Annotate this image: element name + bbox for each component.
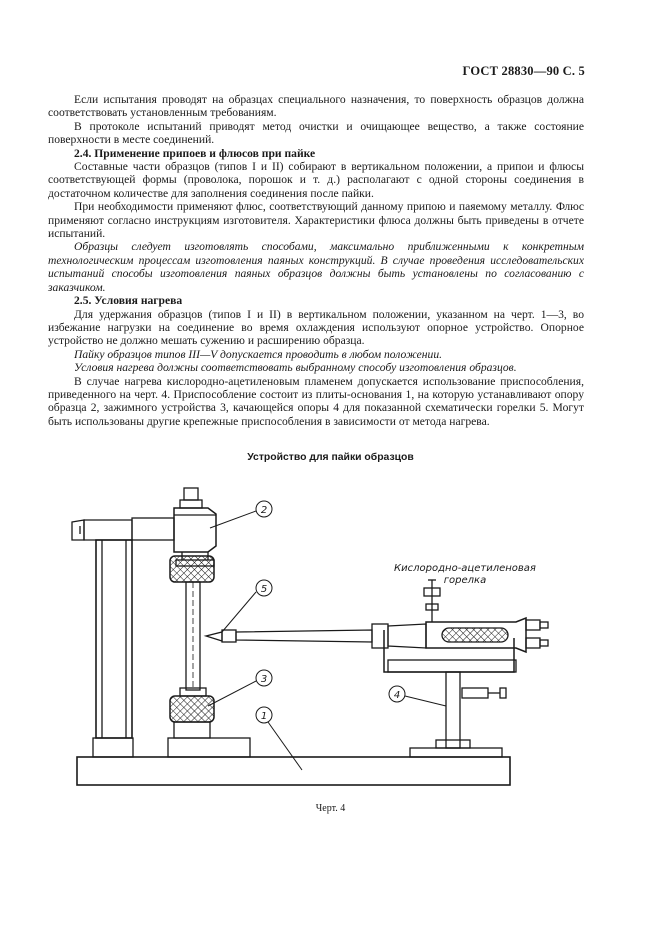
italic-note: Образцы следует изготовлять способами, максимально приближенными к конкретным технологическим процессам изготовления паяных конструкций. В случае проведения исследовательских испытаний способы изготовления паяных образцов должны быть установлены по согласованию с заказчиком. (48, 240, 584, 294)
left-column (72, 520, 132, 738)
italic-note: Условия нагрева должны соответствовать выбранному способу изготовления образцов. (74, 361, 517, 375)
burner-label-line2: горелка (443, 574, 487, 586)
figure-caption: Черт. 4 (315, 803, 346, 814)
italic-note: Пайку образцов типов III—V допускается проводить в любом положении. (74, 347, 443, 361)
paragraph: Если испытания проводят на образцах специального назначения, то поверхность образцов должна соответствовать установленным требованиям. (48, 93, 584, 120)
figure-title: Устройство для пайки образцов (247, 452, 414, 463)
callout-1-label: 1 (260, 711, 268, 722)
body-text (48, 93, 584, 428)
callout-2-label: 2 (260, 505, 268, 516)
paragraph: В случае нагрева кислородно-ацетиленовым пламенем допускается использование приспособления, приведенного на черт. 4. Приспособление состоит из плиты-основания 1, на которую устанавливают опору образца 2, зажимного устройства 3, качающейся опоры 4 для показанной схематически горелки 5. Могут быть использованы другие крепежные приспособления в зависимости от метода нагрева. (48, 374, 584, 428)
burner (206, 580, 548, 652)
callout-1 (256, 707, 302, 770)
paragraph: Для удержания образцов (типов I и II) в вертикальном положении, указанном на черт. 1—3, во избежание нагрузки на соединение во время охлаждения используют опорное устройство. Опорное устройство не должно мешать сужению и расширению образца. (48, 307, 584, 348)
callout-4-label: 4 (393, 690, 401, 701)
callout-5 (222, 580, 272, 632)
callout-2 (210, 501, 272, 528)
lower-clamp (170, 688, 214, 738)
callout-3 (208, 670, 272, 706)
callout-3-label: 3 (260, 674, 268, 685)
soldering-device-drawing (0, 470, 661, 800)
upper-knurled-clamp (170, 556, 214, 582)
paragraph: Составные части образцов (типов I и II) собирают в вертикальном положении, а припои и флюсы соответствующей формы (проволока, порошок и т. д.) располагают с одной стороны соединения в достаточном количестве для заполнения соединения после пайки. (48, 160, 584, 200)
burner-label-line1: Кислородно-ацетиленовая (394, 563, 536, 574)
callout-5-label: 5 (260, 584, 268, 595)
specimen (186, 582, 200, 690)
section-heading-2-4: 2.4. Применение припоев и флюсов при пайке (74, 146, 316, 160)
page-header: ГОСТ 28830—90 С. 5 (462, 64, 585, 78)
paragraph: При необходимости применяют флюс, соответствующий данному припою и паяемому металлу. Флюс применяют согласно инструкциям изготовителя. Характеристики флюса должны быть приведены в отчете испытаний. (48, 200, 584, 241)
callout-4 (389, 686, 446, 706)
section-heading-2-5: 2.5. Условия нагрева (74, 294, 183, 308)
base-plate (77, 738, 510, 785)
sample-support-arm (132, 488, 216, 566)
paragraph: В протоколе испытаний приводят метод очистки и очищающее вещество, а также состояние поверхности в месте соединений. (48, 119, 584, 147)
